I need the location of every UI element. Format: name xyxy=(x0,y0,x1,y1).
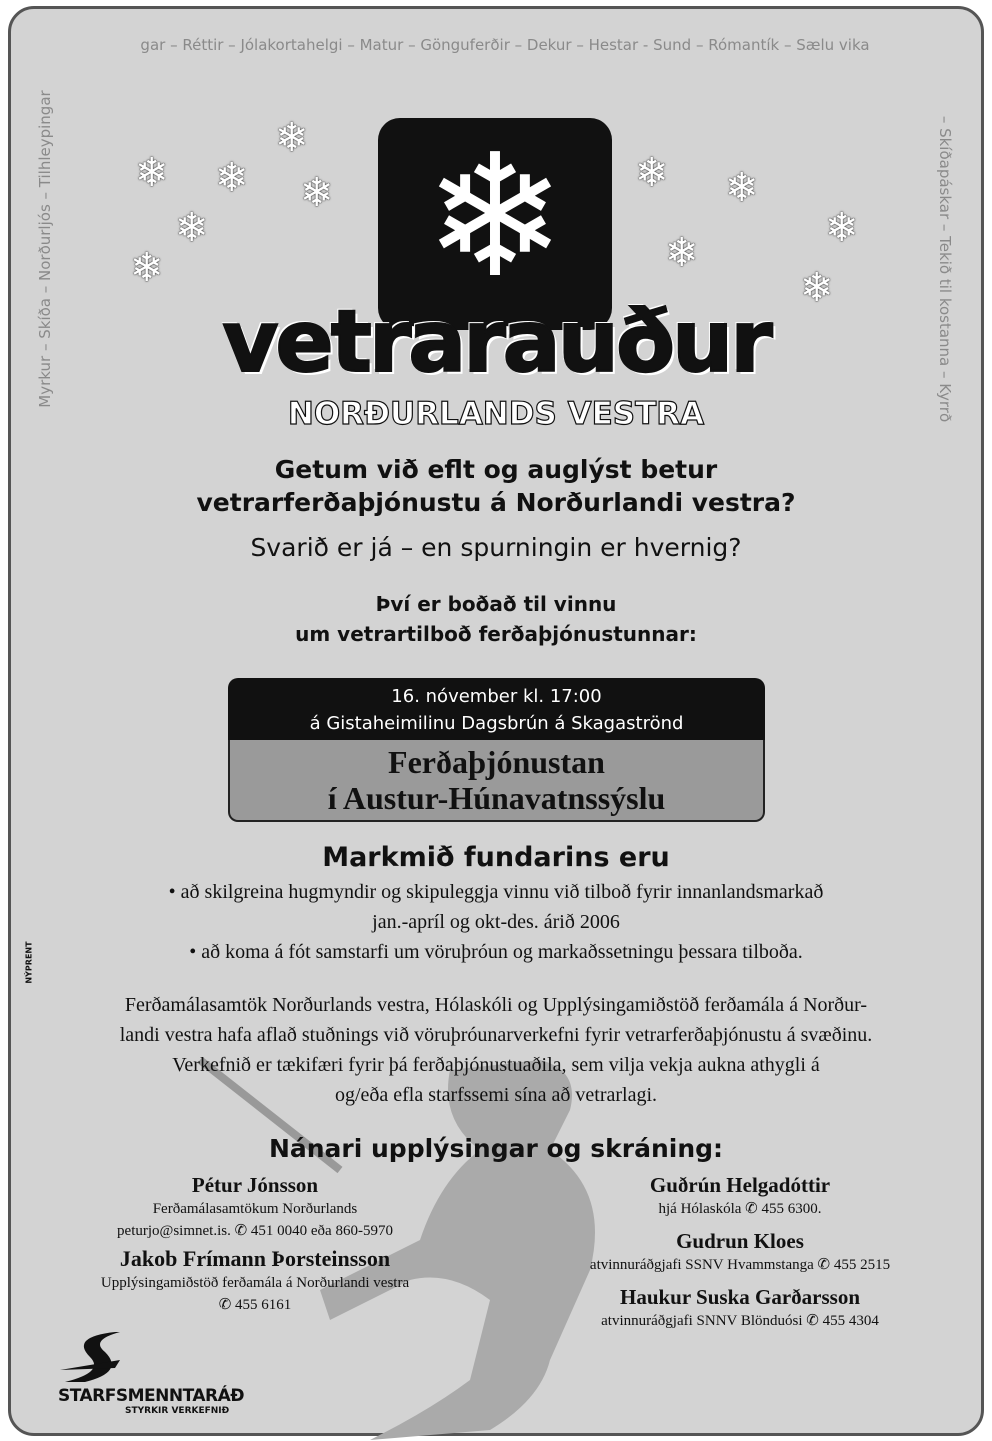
event-title-line1: Ferðaþjónustan xyxy=(388,744,605,780)
event-datetime: 16. nóvember kl. 17:00 xyxy=(391,686,602,707)
sponsor-tagline: STYRKIR VERKEFNIÐ xyxy=(125,1406,230,1416)
logo-wordmark: vetrarauður xyxy=(222,292,770,392)
snowflake-icon: ❄ xyxy=(215,155,249,201)
contact-org: Upplýsingamiðstöð ferðamála á Norðurlandi vestra xyxy=(100,1275,410,1291)
contacts-heading: Nánari upplýsingar og skráning: xyxy=(268,1134,724,1163)
snowflake-icon: ❄ xyxy=(825,205,859,251)
snowflake-icon: ❄ xyxy=(665,230,699,276)
starfsmenntarad-logo-icon xyxy=(60,1330,130,1385)
contact-name: Haukur Suska Garðarsson xyxy=(619,1285,861,1309)
paragraph-line: Ferðamálasamtök Norðurlands vestra, Hólaskóli og Upplýsingamiðstöð ferðamála á Norður- xyxy=(124,994,868,1016)
contact-details[interactable]: peturjo@simnet.is. ✆ 451 0040 eða 860-5970 xyxy=(117,1223,393,1239)
printer-credit: NÝPRENT xyxy=(24,941,34,984)
snowflake-icon: ❄ xyxy=(423,118,567,316)
snowflake-icon: ❄ xyxy=(130,245,164,291)
border-text-top: gar – Réttir – Jólakortahelgi – Matur – Gönguferðir – Dekur – Hestar - Sund – Rómantík – Sælu vika xyxy=(140,36,870,54)
paragraph-line: og/eða efla starfssemi sína að vetrarlagi. xyxy=(334,1084,658,1106)
sponsor-name: STARFSMENNTARÁÐ xyxy=(58,1386,245,1406)
goals-heading: Markmið fundarins eru xyxy=(322,842,670,873)
snowflake-icon: ❄ xyxy=(800,265,834,311)
contact-details: hjá Hólaskóla ✆ 455 6300. xyxy=(658,1201,822,1217)
contact-phone: ✆ 455 6161 xyxy=(218,1297,292,1313)
headline-line2: vetrarferðaþjónustu á Norðurlandi vestra? xyxy=(196,488,796,517)
contact-org: Ferðamálasamtökum Norðurlands xyxy=(152,1201,358,1217)
contact-name: Pétur Jónsson xyxy=(191,1173,319,1197)
contact-name: Jakob Frímann Þorsteinsson xyxy=(119,1246,391,1271)
event-title-box xyxy=(228,740,765,822)
snowflake-icon: ❄ xyxy=(135,150,169,196)
project-paragraph xyxy=(40,990,952,1110)
snowflake-icon: ❄ xyxy=(175,205,209,251)
event-venue: á Gistaheimilinu Dagsbrún á Skagaströnd xyxy=(309,713,684,734)
contact-name: Gudrun Kloes xyxy=(676,1229,804,1253)
contacts-left xyxy=(60,1172,450,1316)
invite-line1: Því er boðað til vinnu xyxy=(375,592,617,616)
contact-name: Guðrún Helgadóttir xyxy=(649,1173,831,1197)
headline-answer: Svarið er já – en spurningin er hvernig? xyxy=(250,533,742,562)
paragraph-line: Verkefnið er tækifæri fyrir þá ferðaþjónustuaðila, sem vilja vekja aukna athygli á xyxy=(172,1054,820,1076)
headline-line1: Getum við eflt og auglýst betur xyxy=(274,455,718,484)
contacts-right xyxy=(540,1172,940,1332)
contact-details: atvinnuráðgjafi SNNV Blönduósi ✆ 455 4304 xyxy=(601,1313,879,1329)
goal-bullet-1-cont: jan.-apríl og okt-des. árið 2006 xyxy=(372,911,620,933)
invite-line2: um vetrartilboð ferðaþjónustunnar: xyxy=(295,622,697,646)
border-text-left: Myrkur – Skíða – Norðurljós – Tilhleypingar xyxy=(36,90,54,408)
snowflake-icon: ❄ xyxy=(725,165,759,211)
logo-subtitle: NORÐURLANDS VESTRA xyxy=(287,396,705,432)
paragraph-line: landi vestra hafa aflað stuðnings við vöruþróunarverkefni fyrir vetrarferðaþjónustu á svæðinu. xyxy=(119,1024,873,1046)
goal-bullet-1: • að skilgreina hugmyndir og skipuleggja vinnu við tilboð fyrir innanlandsmarkað xyxy=(168,881,824,903)
contact-details: atvinnuráðgjafi SSNV Hvammstanga ✆ 455 2515 xyxy=(589,1257,891,1273)
border-text-right: – Skíðapáskar – Tekið til kostanna – Kyrrð xyxy=(936,115,954,423)
event-title-line2: í Austur-Húnavatnssýslu xyxy=(327,780,666,816)
goal-bullet-2: • að koma á fót samstarfi um vöruþróun og markaðssetningu þessara tilboða. xyxy=(189,941,803,963)
snowflake-icon: ❄ xyxy=(275,115,309,161)
snowflake-icon: ❄ xyxy=(635,150,669,196)
snowflake-icon: ❄ xyxy=(300,170,334,216)
event-datetime-box xyxy=(228,678,765,742)
